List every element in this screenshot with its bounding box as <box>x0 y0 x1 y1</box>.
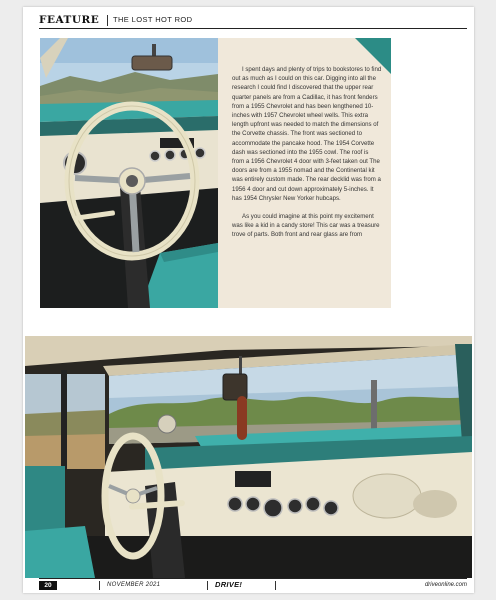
issue-date: NOVEMBER 2021 <box>107 582 161 588</box>
footer-divider <box>275 581 276 590</box>
page-header <box>39 14 467 29</box>
article-paragraph-1: I spent days and plenty of trips to bookstores to find out as much as I could on this car. Digging into all the research I could find I discovered that the upper rear quarter panels are from a Cadillac, it has front fenders from a 1955 Chevrolet and has been lengthened 10-inches with 1957 Chevrolet wheel wells. This extra length upfront was needed to match the dimensions of the Corvette chassis. The front was sectioned to accommodate the pancake hood. The 1954 Corvette dash was sectioned into the 1955 cowl. The roof is from a 1956 Chevrolet 4 door with 3-feet taken out The doors are from a 1955 nomad and the Continental kit was entirely custom made. The rear decklid was from a 1956 4 door and cut down approximately 5-inches. It has 1954 Chrysler New Yorker hubcaps. <box>232 66 382 202</box>
magazine-logo: DRIVE! <box>215 580 243 589</box>
footer-divider <box>99 581 100 590</box>
magazine-page <box>23 7 474 593</box>
page-number: 20 <box>39 581 57 590</box>
page-footer <box>39 578 467 591</box>
article-text-box <box>218 38 391 308</box>
article-body <box>232 65 382 249</box>
dashboard-photo <box>25 336 472 578</box>
website-url[interactable]: driveonline.com <box>424 582 467 588</box>
header-divider <box>107 15 108 26</box>
article-paragraph-2: As you could imagine at this point my excitement was like a kid in a candy store! This car was a treasure trove of parts. Both front and rear glass are from <box>232 213 380 239</box>
feature-kicker: FEATURE <box>39 14 100 26</box>
steering-wheel-photo <box>40 38 218 308</box>
article-section-title: THE LOST HOT ROD <box>113 15 193 24</box>
footer-divider <box>207 581 208 590</box>
